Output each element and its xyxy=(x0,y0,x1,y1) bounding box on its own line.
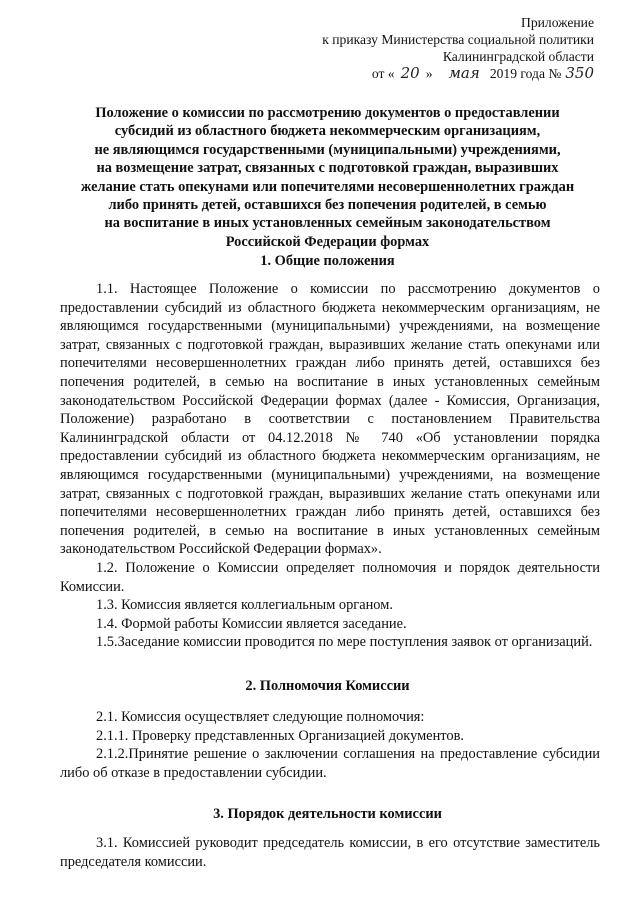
header-region: Калининградской области xyxy=(442,49,594,64)
section-1-heading: 1. Общие положения xyxy=(260,253,395,269)
paragraph-2-1: 2.1. Комиссия осуществляет следующие полномочия: xyxy=(96,709,425,725)
header-month: мая xyxy=(448,64,480,82)
section-3-body xyxy=(60,834,600,871)
title-line: Российской Федерации формах xyxy=(225,233,430,250)
paragraph-3-1: 3.1. Комиссией руководит председатель комиссии, в его отсутствие заместитель председателя комиссии. xyxy=(60,835,600,870)
paragraph-1-5: 1.5.Заседание комиссии проводится по мере поступления заявок от организаций. xyxy=(96,634,593,651)
header-appendix: Приложение xyxy=(521,15,594,30)
title-line: на воспитание в иных установленных семейным законодательством xyxy=(104,215,551,232)
document-title xyxy=(60,104,595,251)
paragraph-1-2: 1.2. Положение о Комиссии определяет полномочия и порядок деятельности Комиссии. xyxy=(60,559,600,595)
section-2-heading: 2. Полномочия Комиссии xyxy=(245,678,410,694)
header-date-prefix: от « xyxy=(371,66,395,81)
section-1-body xyxy=(60,280,600,652)
title-line: Положение о комиссии по рассмотрению документов о предоставлении xyxy=(95,105,560,121)
document-header xyxy=(322,14,594,82)
title-line: желание стать опекунами или попечителями несовершеннолетних граждан xyxy=(80,178,575,195)
paragraph-1-4: 1.4. Формой работы Комиссии является заседание. xyxy=(96,615,407,632)
paragraph-1-1: 1.1. Настоящее Положение о комиссии по рассмотрению документов о предоставлении субсидий из областного бюджета некоммерческим организациям, не являющимся государственными (муниципальными) учреждениями, на возмещение затрат, связанных с подготовкой граждан, выразивших желание стать опекунами или попечителями несовершеннолетних граждан либо принять детей, оставшихся без попечения родителей, в семью на воспитание в иных установленных семейным законодательством Российской Федерации формах (далее - Комиссия, Организация, Положение) разработано в соответствии с постановлением Правительства Калининградской области от 04.12.2018 № 740 «Об установлении порядка предоставлении субсидий из областного бюджета некоммерческим организациям, не являющимся государственными (муниципальными) учреждениями, на возмещение затрат, связанных с подготовкой граждан, выразивших желание стать опекунами или попечителями несовершеннолетних граждан либо принять детей, оставшихся без попечения родителей, в семью на воспитание в иных установленных семейным законодательством Российской Федерации формах». xyxy=(60,281,600,558)
paragraph-1-3: 1.3. Комиссия является коллегиальным органом. xyxy=(96,597,393,614)
paragraph-2-1-1: 2.1.1. Проверку представленных Организацией документов. xyxy=(96,727,464,744)
header-year: 2019 года № xyxy=(489,66,562,81)
section-2-body xyxy=(60,708,600,782)
title-line: либо принять детей, оставшихся без попечения родителей, в семью xyxy=(108,197,547,214)
header-date-line: от « 20 » мая 2019 года № 350 xyxy=(371,64,594,82)
title-line: на возмещение затрат, связанных с подготовкой граждан, выразивших xyxy=(96,160,559,177)
title-line: не являющимся государственными (муниципальными) учреждениями, xyxy=(94,141,561,158)
section-3-heading: 3. Порядок деятельности комиссии xyxy=(213,806,442,822)
header-day: 20 xyxy=(400,64,420,82)
paragraph-2-1-2: 2.1.2.Принятие решение о заключении соглашения на предоставление субсидии либо об отказе в предоставлении субсидии. xyxy=(60,746,600,781)
header-number: 350 xyxy=(565,64,594,82)
title-line: субсидий из областного бюджета некоммерческим организациям, xyxy=(114,123,541,140)
header-order-ref: к приказу Министерства социальной политики xyxy=(322,32,594,47)
